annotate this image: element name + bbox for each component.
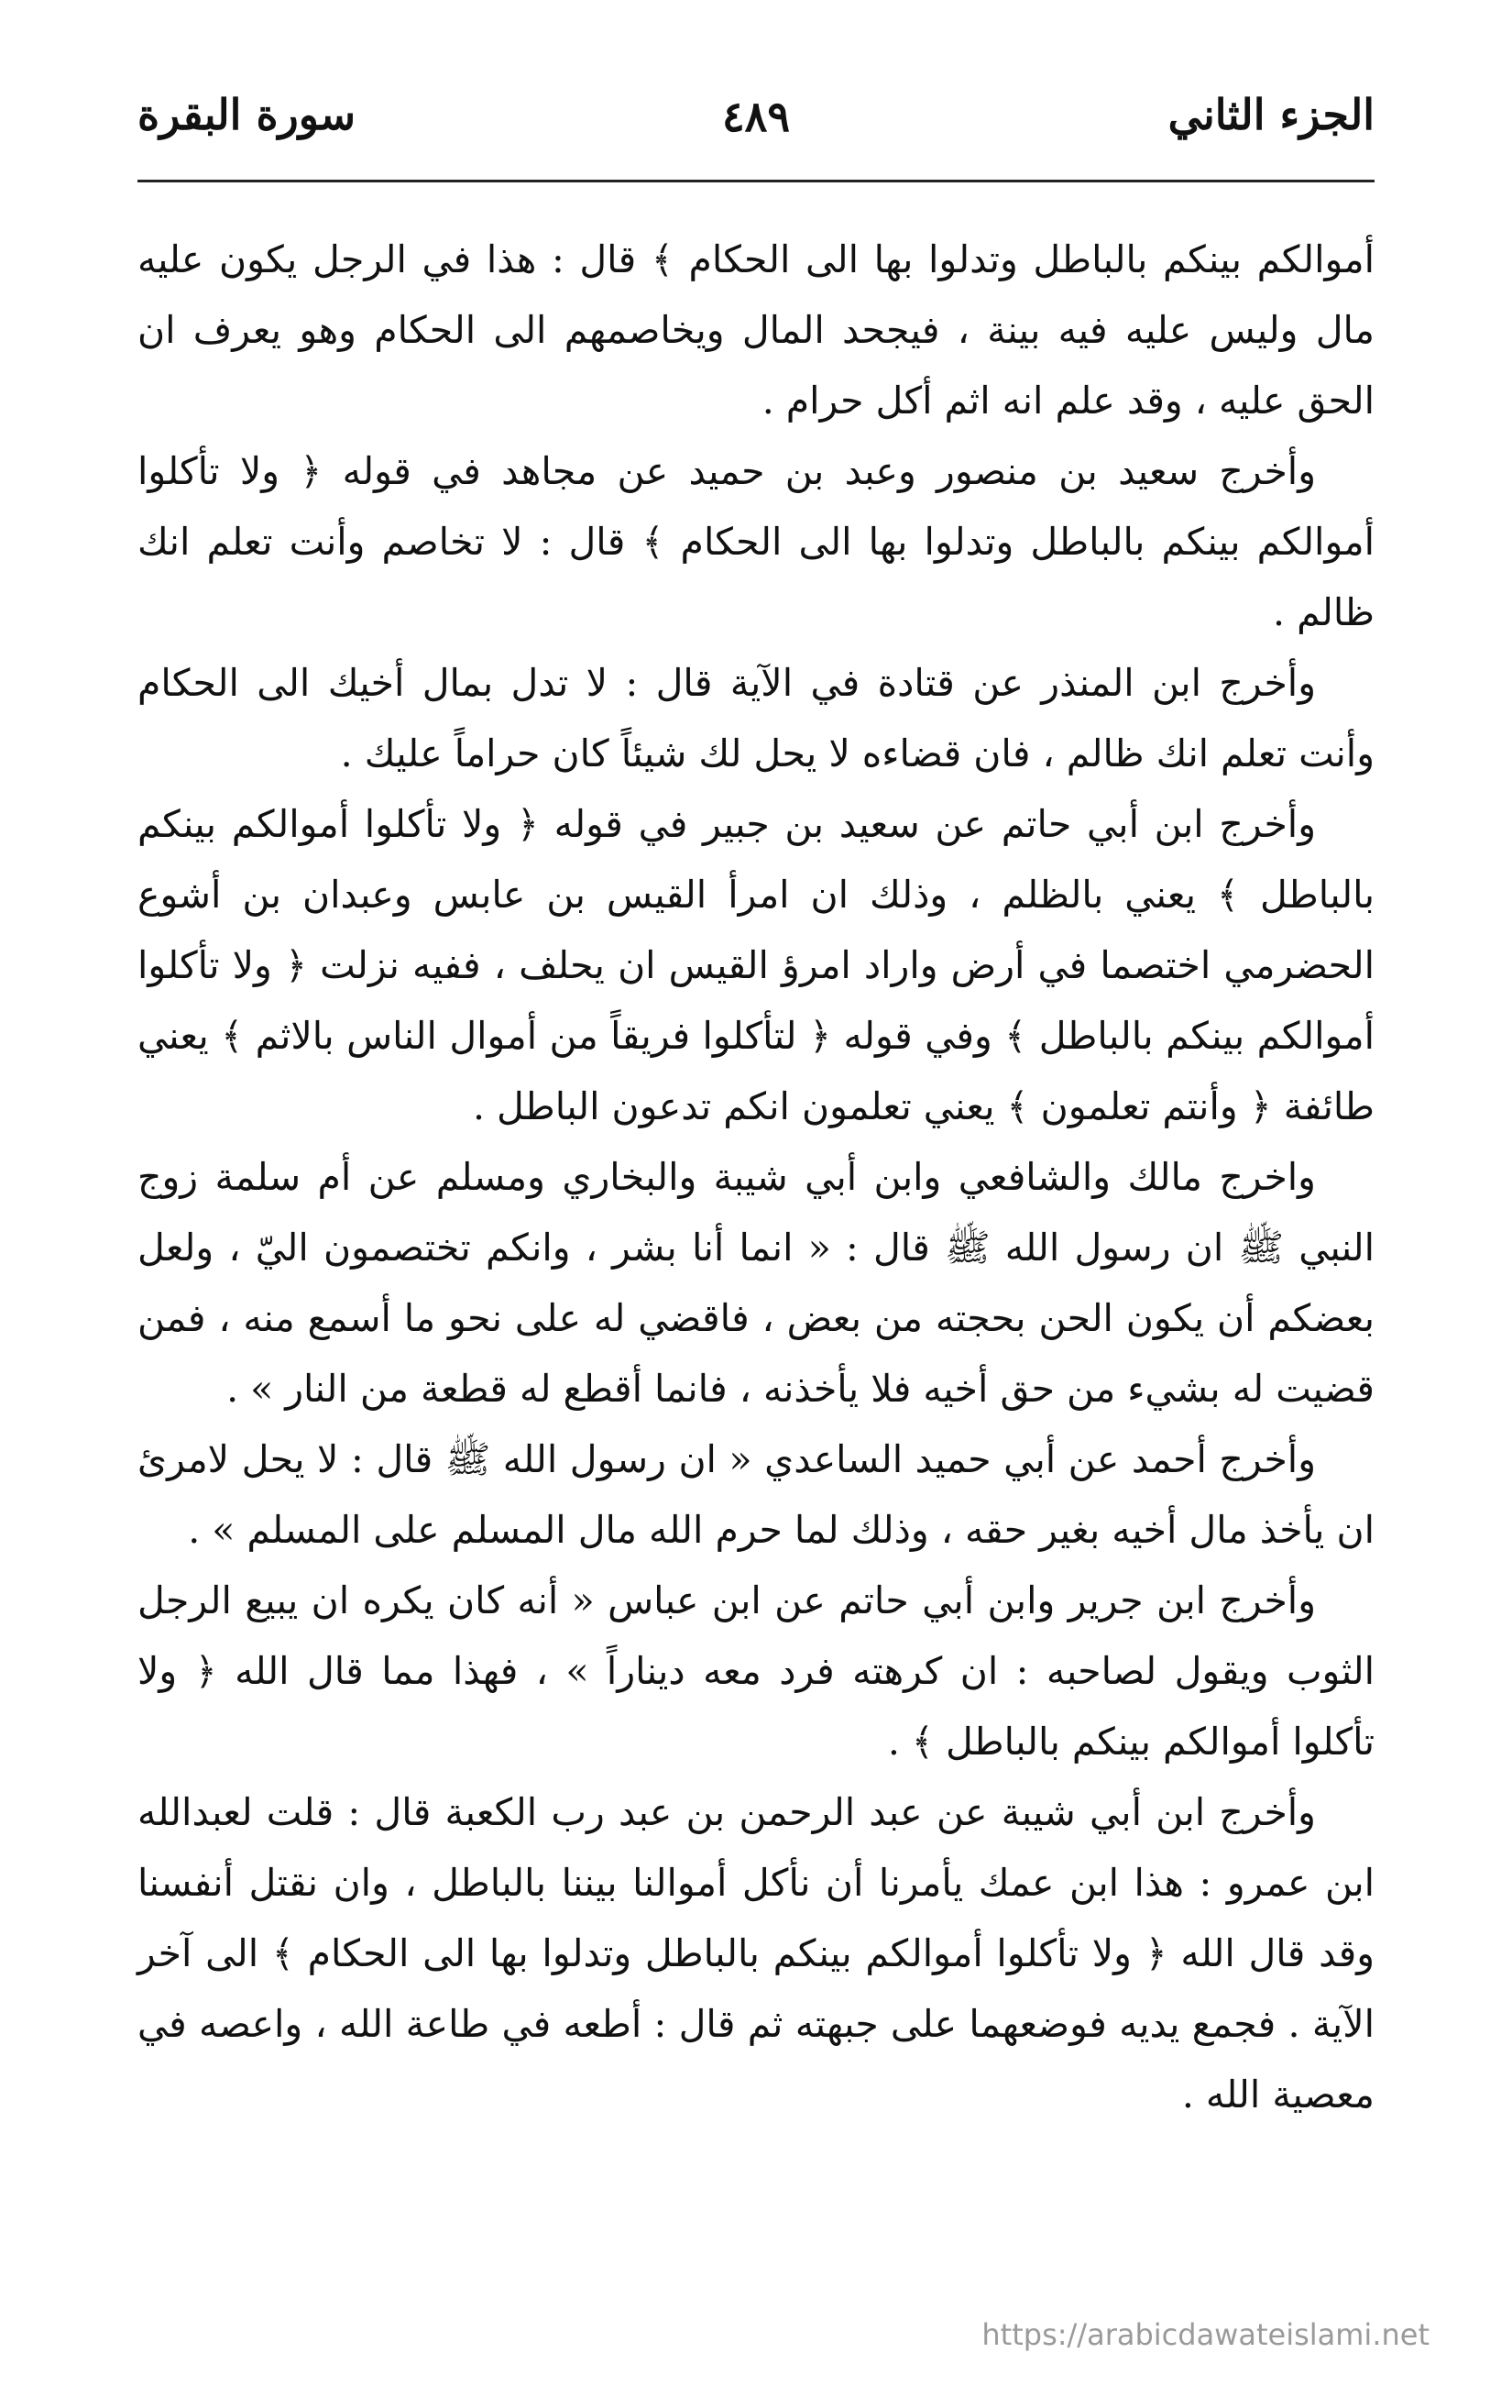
header-divider: [137, 180, 1375, 182]
page-header: [137, 90, 1375, 163]
watermark-url: https://arabicdawateislami.net: [981, 2317, 1430, 2352]
surah-title: سورة البقرة: [137, 90, 356, 139]
page-body: [137, 225, 1375, 2130]
paragraph-3: وأخرج ابن المنذر عن قتادة في الآية قال : لا تدل بمال أخيك الى الحكام وأنت تعلم انك ظالم ، فان قضاءه لا يحل لك شيئاً كان حراماً عليك .: [137, 661, 1375, 775]
paragraph-5: واخرج مالك والشافعي وابن أبي شيبة والبخاري ومسلم عن أم سلمة زوج النبي ﷺ ان رسول الله ﷺ قال : « انما أنا بشر ، وانكم تختصمون اليّ ، ولعل بعضكم أن يكون الحن بحجته من بعض ، فاقضي له على نحو ما أسمع منه ، فمن قضيت له بشيء من حق أخيه فلا يأخذنه ، فانما أقطع له قطعة من النار » .: [137, 1155, 1375, 1411]
paragraph-2: وأخرج سعيد بن منصور وعبد بن حميد عن مجاهد في قوله ﴿ ولا تأكلوا أموالكم بينكم بالباطل وتدلوا بها الى الحكام ﴾ قال : لا تخاصم وأنت تعلم انك ظالم .: [137, 449, 1375, 634]
part-label: الجزء الثاني: [1167, 90, 1375, 139]
paragraph-7: وأخرج ابن جرير وابن أبي حاتم عن ابن عباس « أنه كان يكره ان يبيع الرجل الثوب ويقول لصاحبه : ان كرهته فرد معه ديناراً » ، فهذا مما قال الله ﴿ ولا تأكلوا أموالكم بينكم بالباطل ﴾ .: [137, 1578, 1375, 1764]
paragraph-6: وأخرج أحمد عن أبي حميد الساعدي « ان رسول الله ﷺ قال : لا يحل لامرئ ان يأخذ مال أخيه بغير حقه ، وذلك لما حرم الله مال المسلم على المسلم » .: [137, 1437, 1375, 1552]
paragraph-1: أموالكم بينكم بالباطل وتدلوا بها الى الحكام ﴾ قال : هذا في الرجل يكون عليه مال وليس عليه فيه بينة ، فيجحد المال ويخاصمهم الى الحكام وهو يعرف ان الحق عليه ، وقد علم انه اثم أكل حرام .: [137, 237, 1375, 423]
paragraph-4: وأخرج ابن أبي حاتم عن سعيد بن جبير في قوله ﴿ ولا تأكلوا أموالكم بينكم بالباطل ﴾ يعني بالظلم ، وذلك ان امرأ القيس بن عابس وعبدان بن أشوع الحضرمي اختصما في أرض واراد امرؤ القيس ان يحلف ، ففيه نزلت ﴿ ولا تأكلوا أموالكم بينكم بالباطل ﴾ وفي قوله ﴿ لتأكلوا فريقاً من أموال الناس بالاثم ﴾ يعني طائفة ﴿ وأنتم تعلمون ﴾ يعني تعلمون انكم تدعون الباطل .: [137, 802, 1375, 1128]
page-number: ٤٨٩: [721, 92, 791, 141]
paragraph-8: وأخرج ابن أبي شيبة عن عبد الرحمن بن عبد رب الكعبة قال : قلت لعبدالله ابن عمرو : هذا ابن عمك يأمرنا أن نأكل أموالنا بيننا بالباطل ، وان نقتل أنفسنا وقد قال الله ﴿ ولا تأكلوا أموالكم بينكم بالباطل وتدلوا بها الى الحكام ﴾ الى آخر الآية . فجمع يديه فوضعهما على جبهته ثم قال : أطعه في طاعة الله ، واعصه في معصية الله .: [137, 1790, 1375, 2117]
